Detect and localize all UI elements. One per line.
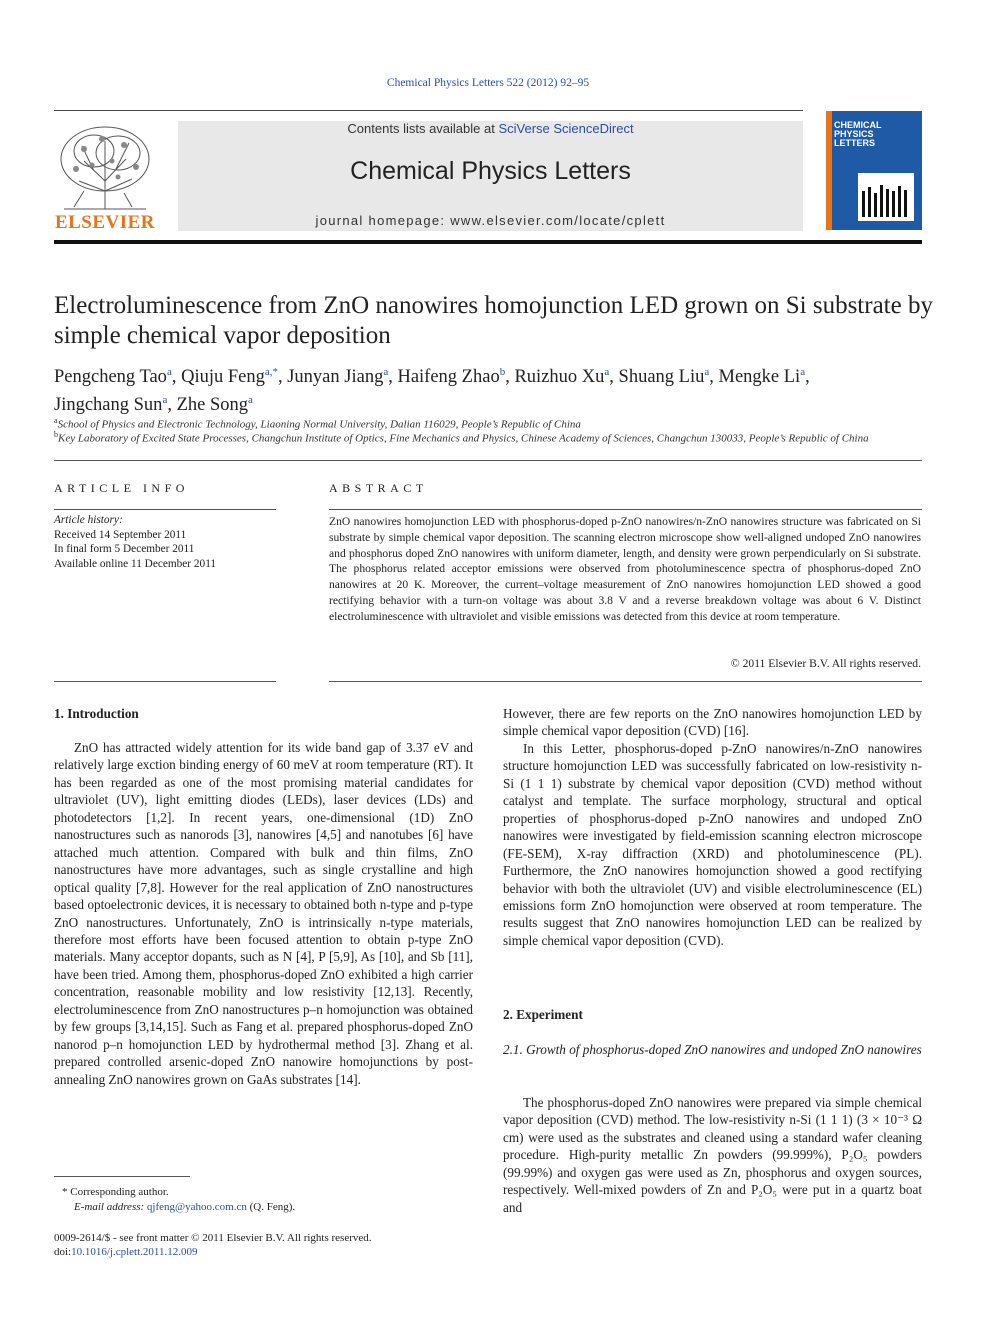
divider [54, 509, 276, 510]
abstract-text: ZnO nanowires homojunction LED with phosphorus-doped p-ZnO nanowires/n-ZnO nanowires structure was fabricated on Si substrate by simple chemical vapor deposition. The scanning electron microscope show well-aligned undoped ZnO nanowires and phosphorus doped ZnO nanowires with uniform diameter, length, and density were grown perpendicularly on Si substrate. The phosphorus related acceptor emissions were observed from photoluminescence spectra of phosphorus-doped ZnO nanowires at 20 K. Moreover, the current–voltage measurement of ZnO nanowires homojunction LED showed a good rectifying behavior with a turn-on voltage was about 3.8 V and a reverse breakdown voltage was about 6 V. Distinct electroluminescence with ultraviolet and visible emissions was detected from this device at room temperature. [329, 515, 921, 623]
cover-strip [826, 111, 832, 230]
cover-title: CHEMICAL PHYSICS LETTERS [834, 120, 882, 148]
cover-nanowire-icon [858, 173, 914, 221]
header-divider-top [54, 110, 803, 111]
article-info-heading: ARTICLE INFO [54, 481, 189, 495]
journal-title: Chemical Physics Letters [350, 157, 631, 185]
received-date: Received 14 September 2011 [54, 528, 187, 541]
issn-line: 0009-2614/$ - see front matter © 2011 Elsevier B.V. All rights reserved. [54, 1232, 372, 1244]
subsection-heading: 2.1. Growth of phosphorus-doped ZnO nanowires and undoped ZnO nanowires [503, 1042, 922, 1057]
author: Shuang Liu$^a$, [618, 366, 719, 388]
author: Junyan Jiang$^a$, [287, 366, 398, 388]
journal-homepage[interactable]: journal homepage: www.elsevier.com/locate/cplett [315, 213, 666, 228]
final-form-date: In final form 5 December 2011 [54, 543, 195, 555]
article-title: Electroluminescence from ZnO nanowires homojunction LED grown on Si substrate by simple chemical vapor deposition [54, 292, 933, 349]
journal-cover-image [826, 111, 922, 230]
section-heading: 2. Experiment [503, 1007, 583, 1022]
body-column-right-lower [503, 1094, 922, 1216]
divider [329, 681, 922, 682]
divider [54, 681, 276, 682]
doi-prefix: doi: [54, 1246, 72, 1258]
affiliation-a: $^a$School of Physics and Electronic Technology, Liaoning Normal University, Dalian 116029, People’s Republic of China [54, 416, 581, 431]
affiliation-b: $^b$Key Laboratory of Excited State Processes, Changchun Institute of Optics, Fine Mechanics and Physics, Chinese Academy of Sciences, Changchun 130033, People’s Republic of China [54, 430, 869, 445]
page-footer [54, 1231, 554, 1259]
author: Zhe Song$^a$ [176, 394, 253, 416]
body-column-right [503, 705, 922, 949]
author: Ruizhuo Xu$^a$, [514, 366, 619, 388]
contents-prefix: Contents lists available at [347, 121, 499, 136]
copyright: © 2011 Elsevier B.V. All rights reserved. [730, 657, 921, 670]
paragraph: The phosphorus-doped ZnO nanowires were prepared via simple chemical vapor deposition (CVD) method. The low-resistivity n-Si (1 1 1) (3 × 10⁻³ Ω cm) were used as the substrates and cleaned using a standard wafer cleaning procedure. High-purity metallic Zn powders (99.999%), P₂O₅ powders (99.99%) and oxygen gas were used as Zn, phosphorus and oxygen sources, respectively. Well-mixed powders of Zn and P₂O₅ were put in a quartz boat and [503, 1095, 922, 1215]
history-label: Article history: [54, 514, 123, 526]
elsevier-wordmark: ELSEVIER [54, 212, 156, 233]
author-list [54, 361, 934, 417]
section-heading: 1. Introduction [54, 706, 139, 721]
author: Pengcheng Tao$^a$, [54, 366, 182, 388]
header-divider-bottom [54, 240, 922, 244]
email-link[interactable]: qjfeng@yahoo.com.cn [146, 1200, 247, 1213]
paragraph: However, there are few reports on the ZnO nanowires homojunction LED by simple chemical vapor deposition (CVD) [16]. [503, 706, 922, 739]
author: Jingchang Sun$^a$, [54, 394, 177, 416]
author: Mengke Li$^a$, [718, 366, 810, 388]
article-history [54, 513, 276, 571]
author: Haifeng Zhao$^b$, [397, 366, 515, 388]
paragraph: In this Letter, phosphorus-doped p-ZnO nanowires/n-ZnO nanowires structure homojunction LED was successfully fabricated on low-resistivity n-Si (1 1 1) substrate by chemical vapor deposition (CVD) method without catalyst and template. The surface morphology, structural and optical properties of phosphorus-doped p-ZnO nanowires and undoped ZnO nanowires were investigated by field-emission scanning electron microscope (FE-SEM), X-ray diffraction (XRD) and photoluminescence (PL). Furthermore, the ZnO nanowires homojunction showed a good rectifying behavior with both the ultraviolet (UV) and visible electroluminescence (EL) emissions form ZnO homojunction were observed at room temperature. The results suggest that ZnO nanowires homojunction LED can be realized by simple chemical vapor deposition (CVD). [503, 740, 922, 948]
author: Qiuju Feng$^{a,*}$, [181, 366, 288, 388]
sciencedirect-link[interactable]: SciVerse ScienceDirect [498, 121, 634, 136]
divider [329, 509, 922, 510]
online-date: Available online 11 December 2011 [54, 557, 217, 570]
body-column-left [54, 739, 473, 1088]
footnotes [54, 1185, 494, 1214]
paragraph: ZnO has attracted widely attention for its wide band gap of 3.37 eV and relatively large exction binding energy of 60 meV at room temperature (RT). It has been regarded as one of the most promising material candidates for ultraviolet (UV), light emitting diodes (LEDs), laser devices (LDs) and photodetectors [1,2]. In recent years, one-dimensional (1D) ZnO nanostructures such as nanorods [3], nanowires [4,5] and nanotubes [6] have attached much attention. Compared with bulk and thin films, ZnO nanostructures have more advantages, such as single crystalline and high optical quality [7,8]. However for the real application of ZnO nanostructures based optoelectronic devices, it is necessary to obtained both n-type and p-type ZnO nanostructures. Unfortunately, ZnO is intrinsically n-type materials, therefore most efforts have been focused attention to obtain p-type ZnO materials. Many acceptor dopants, such as N [4], P [5,9], As [10], and Sb [11], have been tried. Among them, phosphorus-doped ZnO exhibited a high carrier concentration, reasonable mobility and low resistivity [12,13]. Recently, electroluminescence from ZnO nanostructures p–n homojunction was obtained by few groups [3,14,15]. Such as Fang et al. prepared phosphorus-doped ZnO nanorod p–n homojunction LED by hydrothermal method [3]. Zhang et al. prepared controlled arsenic-doped ZnO nanowire homojunctions by post-annealing ZnO nanowires grown on GaAs substrates [14]. [54, 740, 473, 1087]
email-suffix: (Q. Feng). [246, 1200, 296, 1213]
abstract-heading: ABSTRACT [329, 481, 428, 495]
email-label: E-mail address: [74, 1200, 147, 1213]
footnote-divider [54, 1176, 190, 1177]
contents-line [178, 121, 803, 136]
doi-link[interactable]: 10.1016/j.cplett.2011.12.009 [71, 1246, 198, 1258]
divider [54, 460, 922, 461]
corresponding-author-note: * Corresponding author. [62, 1186, 169, 1198]
journal-reference[interactable]: Chemical Physics Letters 522 (2012) 92–95 [386, 77, 590, 89]
